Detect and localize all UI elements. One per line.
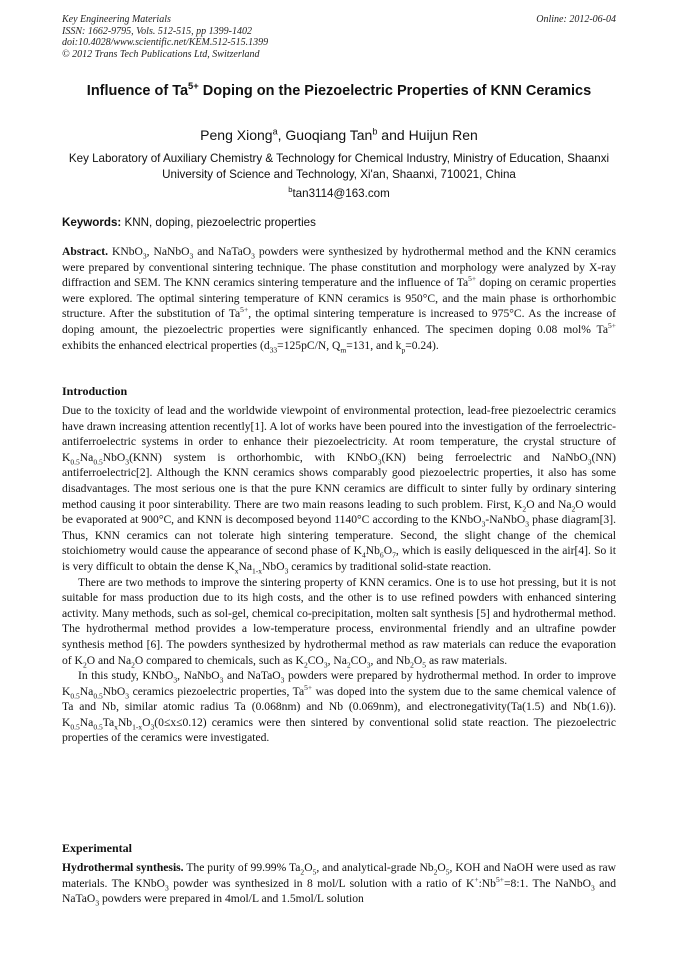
paragraph: Hydrothermal synthesis. The purity of 99.99% $Ta_2O_5$, and analytical-grade $Nb_2O_5$, KOH and NaOH were used as raw materials. The KNbO$_3$ powder was synthesized in 8 mol/L solution with a ratio of $K^+:Nb^{5+}=8:1$. The NaNbO$_3$ and NaTaO$_3$ powders were prepared in 4mol/L and 1.5mol/L solution: [62, 861, 616, 908]
author-3: Huijun Ren: [408, 127, 478, 143]
affiliation: Key Laboratory of Auxiliary Chemistry & Technology for Chemical Industry, Ministry of Education, Shaanxi University of Science and Technology, Xi'an, Shaanxi, 710021, China: [68, 152, 610, 181]
introduction-body: [62, 403, 616, 746]
section-heading-introduction: Introduction: [62, 384, 128, 398]
author-2: Guoqiang Tan: [285, 127, 373, 143]
title-part-1: Influence of Ta: [86, 83, 189, 99]
title-part-2: Doping on the Piezoelectric Properties of KNN Ceramics: [198, 83, 592, 99]
journal-name: Key Engineering Materials: [62, 14, 171, 25]
issn-line: ISSN: 1662-9795, Vols. 512-515, pp 1399-1402: [62, 25, 252, 37]
copyright-line: © 2012 Trans Tech Publications Ltd, Switzerland: [62, 48, 260, 60]
keywords-line: [62, 215, 616, 230]
doi-line[interactable]: doi:10.4028/www.scientific.net/KEM.512-515.1399: [62, 37, 269, 48]
author-separator: ,: [277, 127, 286, 143]
experimental-body: [62, 860, 616, 907]
title-superscript: 5+: [188, 80, 199, 92]
keywords-label: Keywords:: [62, 216, 122, 229]
keywords-text: KNN, doping, piezoelectric properties: [121, 216, 316, 229]
section-heading-experimental: Experimental: [62, 841, 132, 855]
email-mark: b: [288, 185, 293, 195]
abstract-label: Abstract.: [62, 245, 109, 258]
abstract: Abstract. KNbO$_3$, NaNbO$_3$ and NaTaO$_3$ powders were synthesized by hydrothermal method and the KNN ceramics were prepared by conventional sintering technique. The phase constitution and morphology were analyzed by X-ray diffraction and SEM. The KNN ceramics sintering temperature and the influence of $Ta^{5+}$ doping on ceramic properties were explored. The optimal sintering temperature of KNN ceramics is 950°C, and the main phase is orthorhombic structure. After the substitution of $Ta^{5+}$, the optimal sintering temperature is increased to 975°C. As the increase of doping amount, the piezoelectric properties were significantly enhanced. The specimen doping 0.08 mol% $Ta^{5+}$ exhibits the enhanced electrical properties ($d_{33}=125pC/N$, $Q_m=131$, and $k_p=0.24$).: [62, 245, 617, 354]
paragraph: Due to the toxicity of lead and the worldwide viewpoint of environmental protection, lead-free piezoelectric ceramics have drawn increasing attention recently[1]. A lot of works have been poured into the investigation of the ferroelectric-antiferroelectric systems in order to enhance their piezoelectricity. At room temperature, the crystal structure of $K_{0.5}Na_{0.5}NbO_3(KNN)$ system is orthorhombic, with KNbO$_3$(KN) being ferroelectric and NaNbO$_3$(NN) antiferroelectric[2]. Although the KNN ceramics shows comparably good piezoelectric properties, it also has some disadvantages. The most serious one is that the pure KNN ceramics are difficult to sinter fully by ordinary sintering method causing it poor sinterability. There are two main reasons leading to such problem. First, $K_2O$ and $Na_2O$ would be evaporated at 900°C, and KNN is decomposed beyond 1140°C according to the KNbO$_3$-NaNbO$_3$ phase diagram[3]. Thus, KNN ceramics can not tolerate high sintering temperature. Second, the slight change of the chemical stoichiometry would cause the appearance of second phase of $K_4Nb_6O_7$, which is easily deliquesced in the air[4]. So it is very difficult to obtain the dense $K_xNa_{1-x}NbO_3$ ceramics by traditional solid-state reaction.: [62, 404, 616, 576]
author-1-mark: a: [272, 126, 278, 137]
author-email[interactable]: [62, 186, 616, 201]
paper-title: [62, 82, 616, 101]
paragraph: There are two methods to improve the sintering property of KNN ceramics. One is to use hot pressing, but it is not suitable for mass production due to its high costs, and the other is to use refined powders with enhanced sintering activity. Many methods, such as sol-gel, chemical co-precipitation, molten salt synthesis [5] and hydrothermal method. The hydrothermal method provides a low-temperature process, environmental friendly and an ultrafine powder synthesis method [6]. The powders synthesized by hydrothermal method as raw materials can reduce the evaporation of $K_2O$ and $Na_2O$ compared to chemicals, such as $K_2CO_3$, $Na_2CO_3$, and $Nb_2O_5$ as raw materials.: [62, 575, 616, 669]
author-separator: and: [377, 127, 409, 143]
author-1: Peng Xiong: [200, 127, 273, 143]
journal-header: [62, 14, 268, 60]
author-list: [62, 126, 616, 144]
online-date: Online: 2012-06-04: [536, 14, 616, 25]
subsection-heading: Hydrothermal synthesis.: [62, 861, 184, 874]
author-2-mark: b: [372, 126, 378, 137]
email-address[interactable]: tan3114@163.com: [292, 187, 390, 200]
paragraph: In this study, KNbO$_3$, NaNbO$_3$ and NaTaO$_3$ powders were prepared by hydrothermal method. In order to improve $K_{0.5}Na_{0.5}NbO_3$ ceramics piezoelectric properties, $Ta^{5+}$ was doped into the system due to the same chemical valence of Ta and Nb, similar atomic radius Ta (0.068nm) and Nb (0.069nm), and electronegativity(Ta(1.5) and Nb(1.6)). $K_{0.5}Na_{0.5}Ta_xNb_{1-x}O_3(0\le x\le 0.12)$ ceramics were then sintered by conventional solid state reaction. The piezoelectric properties of the ceramics were investigated.: [62, 669, 616, 745]
